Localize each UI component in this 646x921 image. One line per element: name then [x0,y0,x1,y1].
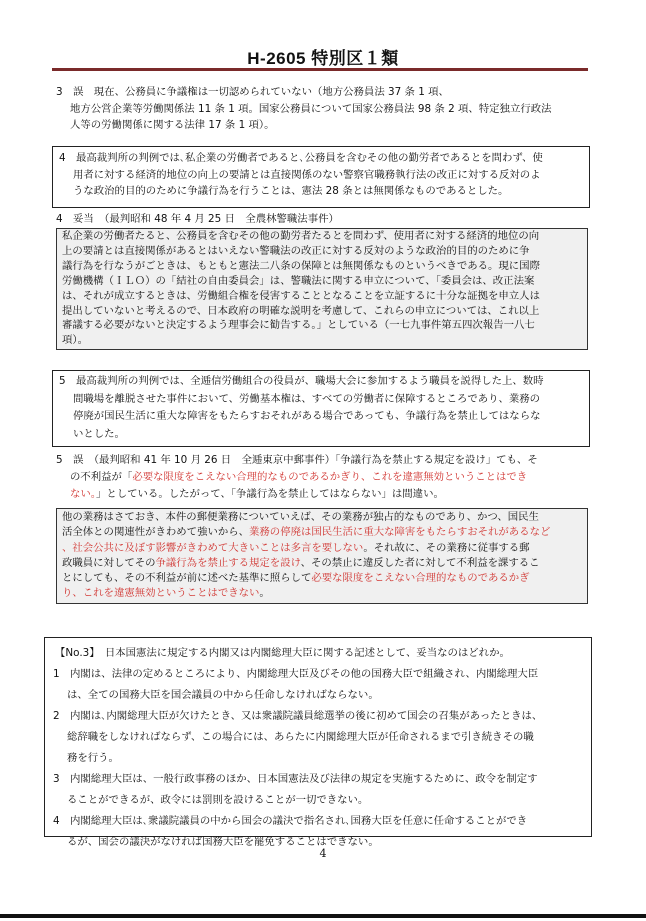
text-line: 議行為を行なうがごときは、もともと憲法二八条の保障とは無関係なものというべきである。現に国際 [62,259,540,272]
text-line: 項）。 [62,334,88,347]
text-line: うな政治的目的のために争議行為を行うことは、憲法 28 条とは無関係なものであるとした。 [73,185,509,198]
option-line: るが、国会の議決がなければ国務大臣を罷免することはできない。 [67,836,379,848]
highlight-span: り、これを違憲無効ということはできない [62,587,260,600]
page-title: H-2605 特別区１類 [247,49,399,68]
text-line [62,571,582,586]
option-5-box [52,370,590,447]
text-line [62,525,582,540]
text-span: とにしても、その不利益が前に述べた基準に照らして [62,572,312,585]
text-line: 人等の労働関係に関する法律 17 条 1 項）。 [70,119,275,132]
option-line: 務を行う。 [67,752,119,764]
text-line [62,556,582,571]
answer-5-explanation [56,452,592,503]
option-line: 総辞職をしなければならず、この場合には、あらたに内閣総理大臣が任命されるまで引き続きその職 [67,731,534,743]
precedent-quote-4 [56,228,588,350]
text-line: 他の業務はさておき、本件の郵便業務についていえば、その業務が独占的なものであり、かつ、国民生 [62,511,539,523]
footer-rule [0,914,646,918]
text-line: 上の要請とは直接関係があるとはいえない警職法の改正に対する反対のような政治的目的のために争 [62,244,530,257]
text-span: 活全体との関連性がきわめて強いから、 [62,526,250,539]
title-divider [52,68,588,71]
option-line: 3 内閣総理大臣は、一般行政事務のほか、日本国憲法及び法律の規定を実施するために、政令を制定す [53,773,538,785]
text-line: 地方公営企業等労働関係法 11 条 1 項。国家公務員について国家公務員法 98 条 2 項、特定独立行政法 [70,102,552,115]
highlight-span: 業務の停廃は国民生活に重大な障害をもたらすおそれがあるなど [249,526,551,539]
question-3-box [44,637,592,848]
option-line: 1 内閣は、法律の定めるところにより、内閣総理大臣及びその他の国務大臣で組織され、内閣総理大臣 [53,668,539,680]
text-line: は、それが成立するときは、労働組合権を侵害することとなることを立証するに十分な証拠を申立人は [62,289,540,302]
highlight-span: 争議行為を禁止する規定を設け [155,556,301,569]
precedent-quote-5 [56,508,588,604]
text-line: いとした。 [73,427,125,440]
text-line: 労働機構（ＩＬＯ）の「結社の自由委員会」は、警職法に関する申立について、「委員会は、改正法案 [62,274,535,287]
option-line: ることができるが、政令には罰則を設けることが一切できない。 [67,794,369,806]
answer-4-heading: 4 妥当 （最判昭和 48 年 4 月 25 日 全農林警職法事件） [56,213,339,225]
text-span: 。 [259,587,270,600]
text-line [56,469,592,486]
option-line: 4 内閣総理大臣は､衆議院議員の中から国会の議決で指名され､国務大臣を任意に任命することができ [53,815,528,827]
text-span: 、その禁止に違反した者に対して不利益を課するこ [300,556,540,569]
text-line: 5 誤 （最判昭和 41 年 10 月 26 日 全逓東京中郵事件）「争議行為を禁止する規定を設け」ても、そ [56,454,538,466]
option-line: は、全ての国務大臣を国会議員の中から任命しなければならない。 [67,689,379,701]
text-line [62,586,582,601]
text-line: 5 最高裁判所の判例では、全逓信労働組合の役員が、職場大会に参加するよう職員を説得した上、数時 [59,375,544,387]
question-header: 【No.3】 日本国憲法に規定する内閣又は内閣総理大臣に関する記述として、妥当なのはどれか。 [55,647,510,659]
highlight-span: 、社会公共に及ぼす影響がきわめて大きいことは多言を要しない [62,541,364,554]
text-span: 政職員に対してその [62,556,156,569]
text-line: 私企業の労働者たると、公務員を含むその他の勤労者たるとを問わず、使用者に対する経済的地位の向 [62,230,540,242]
text-span: の不利益が「 [70,471,133,483]
option-line: 2 内閣は､内閣総理大臣が欠けたとき、又は衆議院議員総選挙の後に初めて国会の召集があったときは、 [53,710,543,722]
text-line: 4 最高裁判所の判例では､私企業の労働者であると､公務員を含むその他の勤労者であるとを問わず、使 [59,152,543,164]
text-line: 提出していないと考えるので、日本政府の明確な説明を考慮して、これらの申立については、これ以上 [62,304,540,317]
text-line: 間職場を離脱させた事件において、労働基本権は、すべての労働者に保障するところであり、業務の [73,392,541,405]
text-line [56,486,592,503]
highlight-span: 必要な限度をこえない合理的なものであるかぎり、これを違憲無効ということはでき [132,471,528,483]
text-line: 停廃が国民生活に重大な障害をもたらすおそれがある場合であっても、争議行為を禁止してはならな [73,410,541,422]
text-line: 用者に対する経済的地位の向上の要請とは直接関係のない警察官職務執行法の改正に対する反対のよ [73,168,541,181]
text-line: 3 誤 現在、公務員に争議権は一切認められていない（地方公務員法 37 条 1 項、 [56,86,449,98]
text-line: 審議する必要がないと決定するよう理事会に勧告する。」としている（一七九事件第五四次報告一八七 [62,319,535,332]
text-span: 」としている。したがって、「争議行為を禁止してはならない」は間違い。 [95,488,444,500]
page-number: 4 [319,847,327,860]
highlight-span: 必要な限度をこえない合理的なものであるかぎ [311,572,530,585]
option-4-box [52,146,590,208]
highlight-span: ない。 [70,488,96,500]
answer-3-explanation [56,84,596,134]
text-line [62,541,582,556]
text-span: 。それ故に、その業務に従事する郵 [363,541,530,554]
